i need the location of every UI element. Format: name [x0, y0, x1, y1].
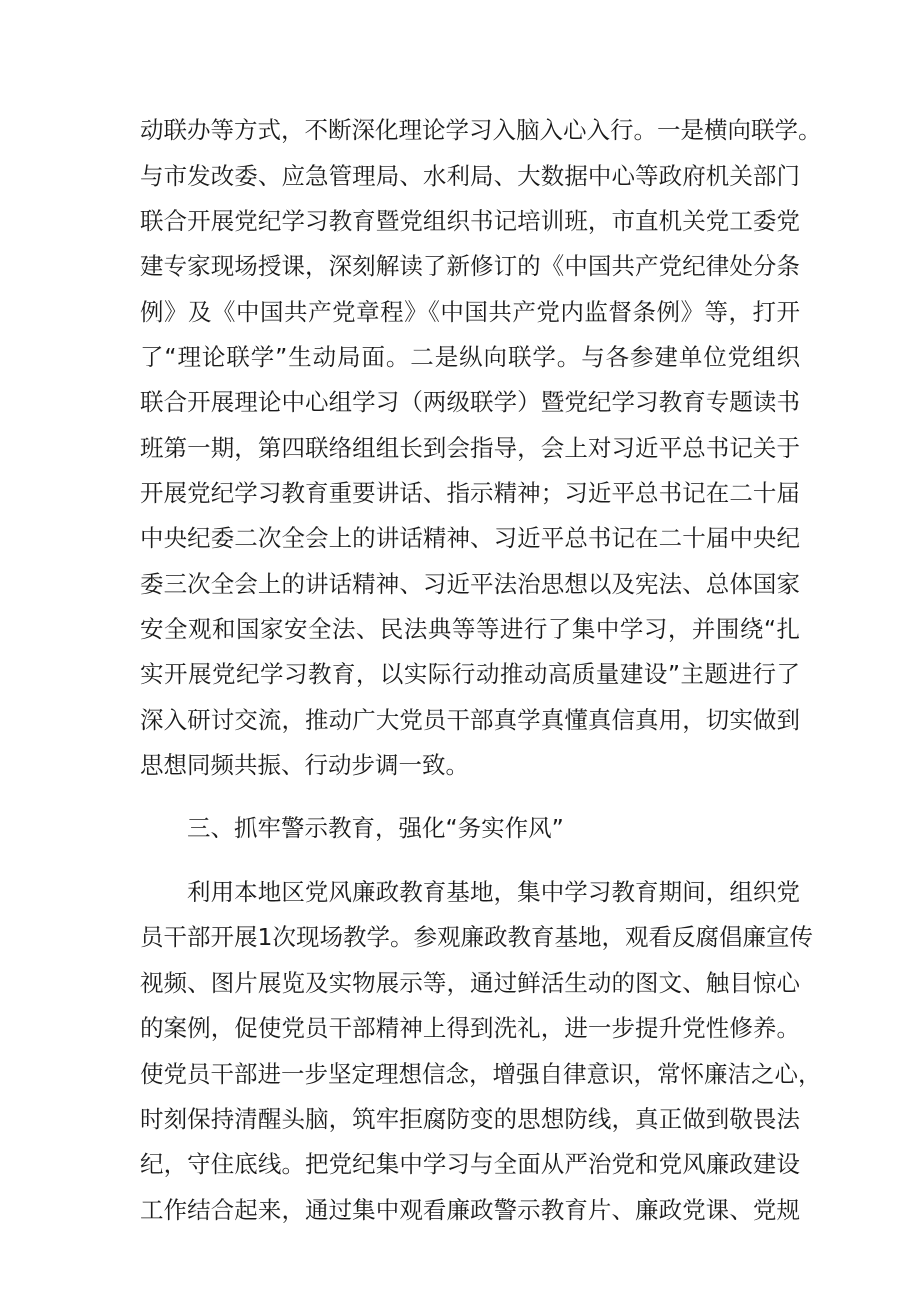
- paragraph-line: 班第一期，第四联络组组长到会指导，会上对习近平总书记关于: [140, 434, 800, 462]
- paragraph-line: 联合开展理论中心组学习（两级联学）暨党纪学习教育专题读书: [140, 388, 800, 416]
- paragraph-line: 了“理论联学”生动局面。二是纵向联学。与各参建单位党组织: [140, 343, 800, 371]
- paragraph-line: 开展党纪学习教育重要讲话、指示精神；习近平总书记在二十届: [140, 479, 800, 507]
- paragraph-line: 例》及《中国共产党章程》《中国共产党内监督条例》等，打开: [140, 298, 800, 326]
- paragraph-line: 工作结合起来，通过集中观看廉政警示教育片、廉政党课、党规: [140, 1196, 800, 1224]
- paragraph-line: 建专家现场授课，深刻解读了新修订的《中国共产党纪律处分条: [140, 252, 800, 280]
- paragraph-line: 实开展党纪学习教育，以实际行动推动高质量建设”主题进行了: [140, 660, 800, 688]
- paragraph-line: 时刻保持清醒头脑，筑牢拒腐防变的思想防线，真正做到敬畏法: [140, 1105, 800, 1133]
- paragraph-line: 视频、图片展览及实物展示等，通过鲜活生动的图文、触目惊心: [140, 969, 800, 997]
- paragraph-line: 安全观和国家安全法、民法典等等进行了集中学习，并围绕“扎: [140, 615, 800, 643]
- paragraph-line: 员干部开展1次现场教学。参观廉政教育基地，观看反腐倡廉宣传: [140, 923, 813, 951]
- section-heading: 三、抓牢警示教育，强化“务实作风”: [187, 814, 564, 842]
- paragraph-line: 联合开展党纪学习教育暨党组织书记培训班，市直机关党工委党: [140, 207, 800, 235]
- paragraph-line: 深入研讨交流，推动广大党员干部真学真懂真信真用，切实做到: [140, 706, 800, 734]
- paragraph-line: 思想同频共振、行动步调一致。: [140, 751, 469, 779]
- paragraph-line: 纪，守住底线。把党纪集中学习与全面从严治党和党风廉政建设: [140, 1150, 800, 1178]
- paragraph-line: 动联办等方式，不断深化理论学习入脑入心入行。一是横向联学。: [140, 116, 822, 144]
- paragraph-line: 利用本地区党风廉政教育基地，集中学习教育期间，组织党: [187, 878, 800, 906]
- paragraph-line: 使党员干部进一步坚定理想信念，增强自律意识，常怀廉洁之心，: [140, 1060, 822, 1088]
- paragraph-line: 中央纪委二次全会上的讲话精神、习近平总书记在二十届中央纪: [140, 524, 800, 552]
- paragraph-line: 委三次全会上的讲话精神、习近平法治思想以及宪法、总体国家: [140, 570, 800, 598]
- paragraph-line: 与市发改委、应急管理局、水利局、大数据中心等政府机关部门: [140, 162, 800, 190]
- paragraph-line: 的案例，促使党员干部精神上得到洗礼，进一步提升党性修养。: [140, 1014, 800, 1042]
